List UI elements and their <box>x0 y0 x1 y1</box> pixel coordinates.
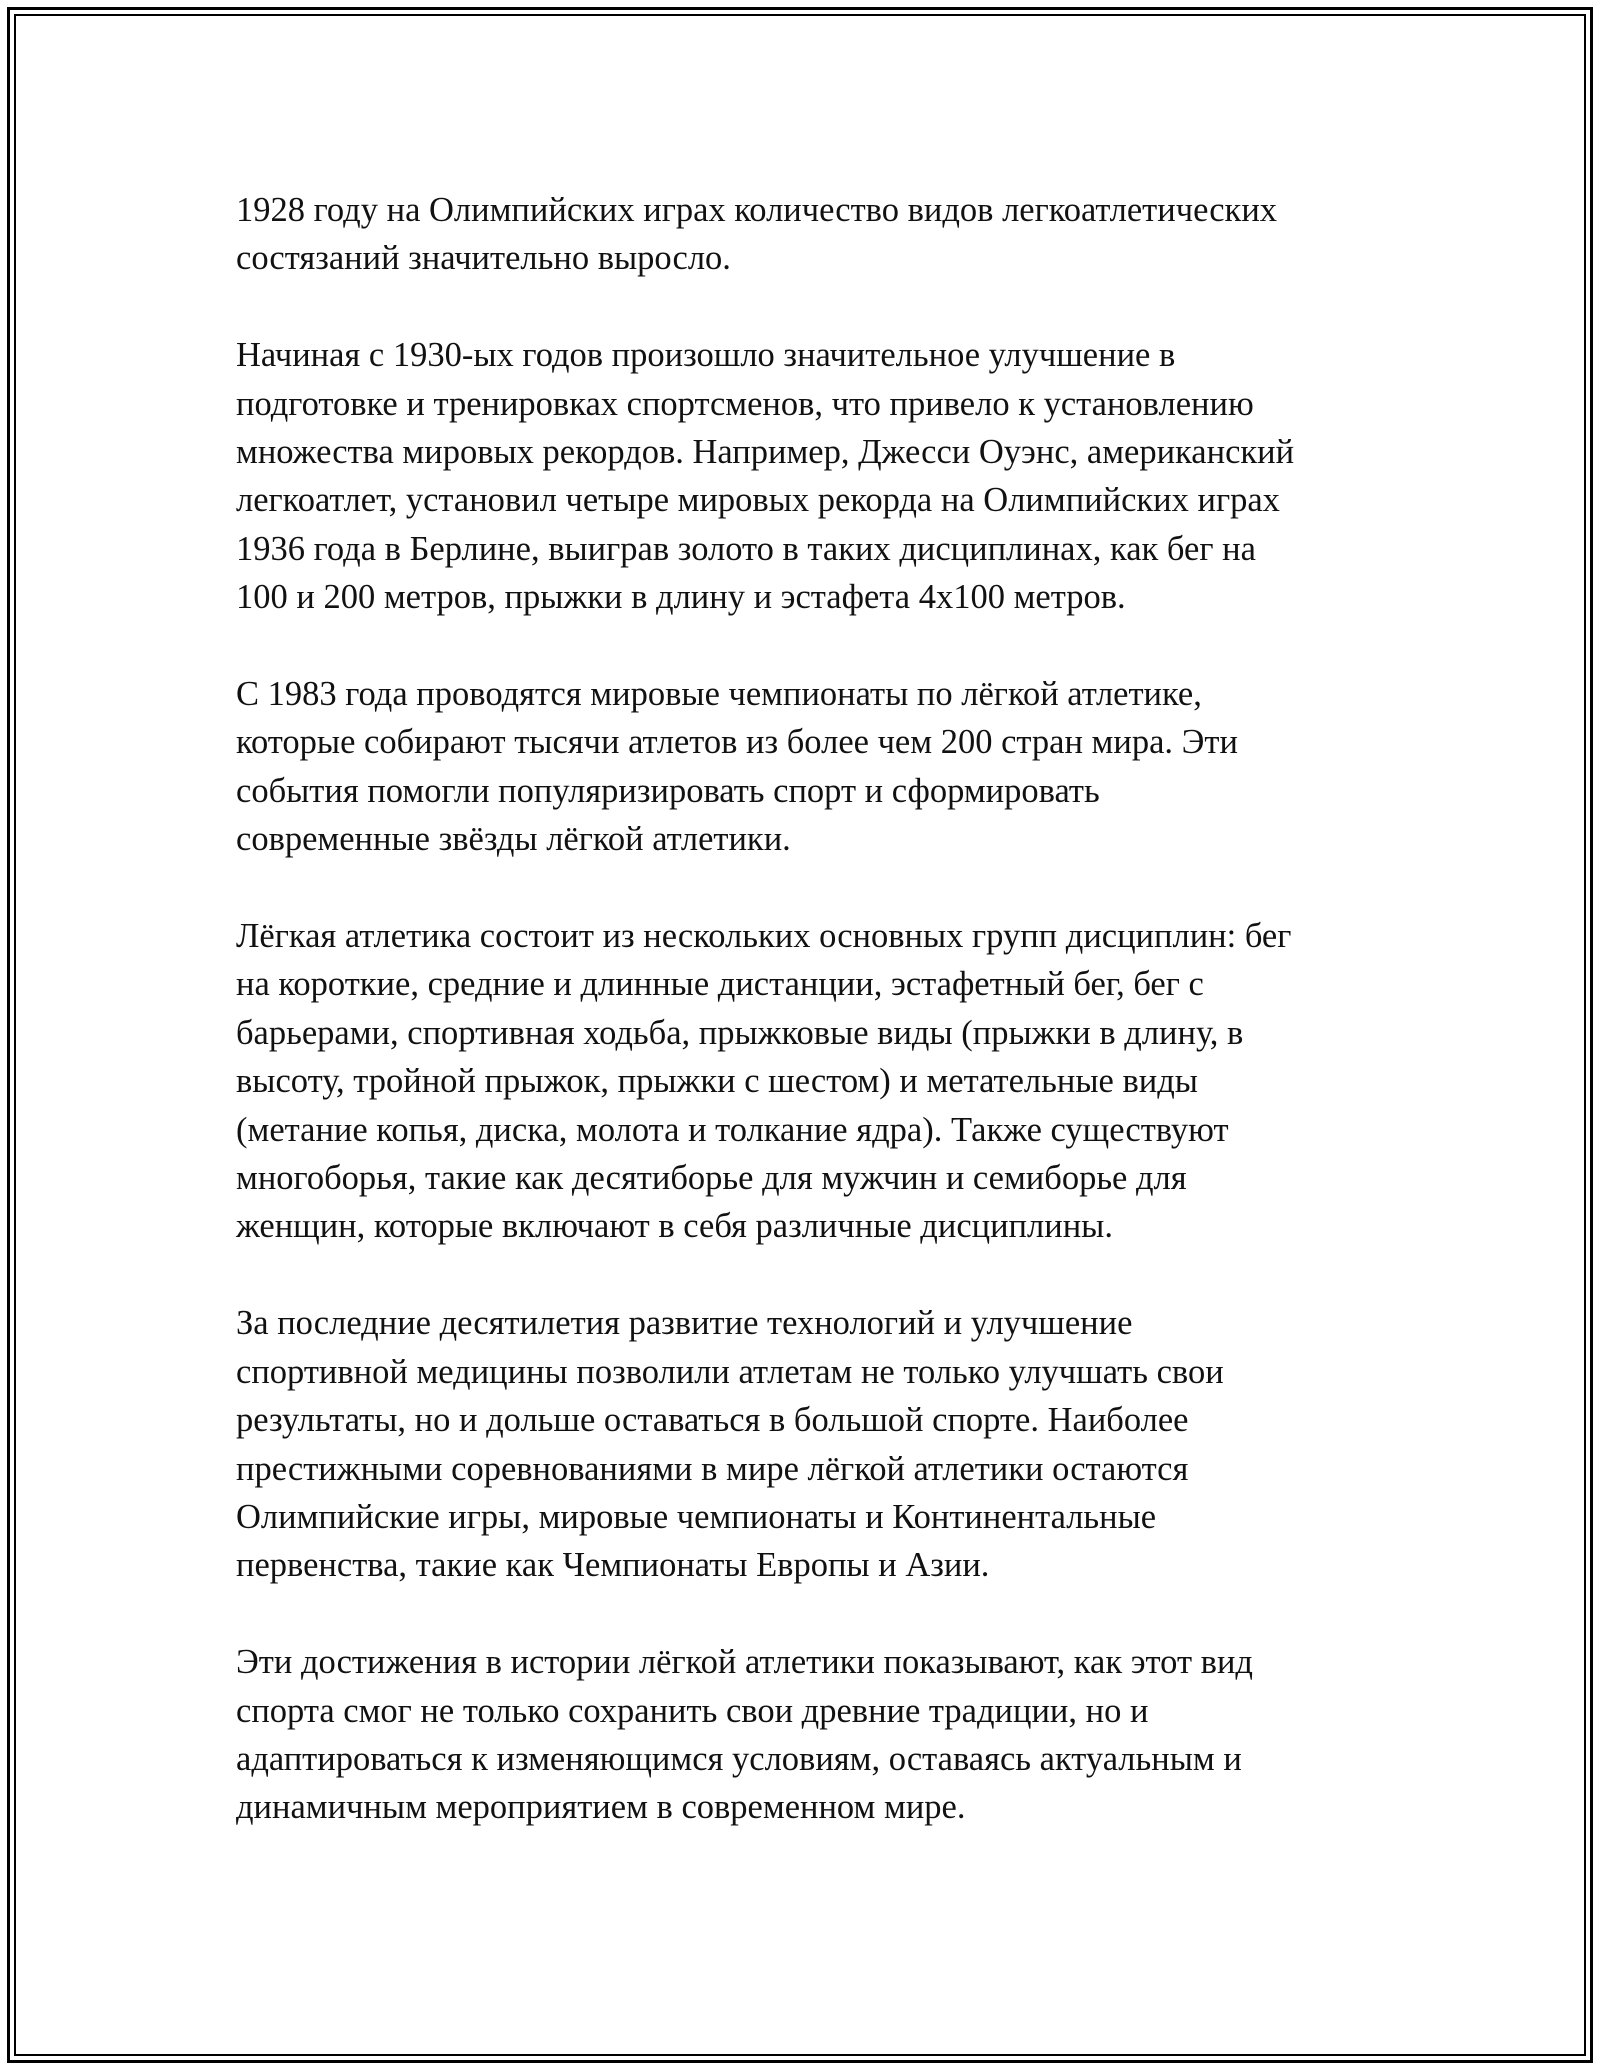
text-line: подготовке и тренировках спортсменов, что привело к установлению <box>236 384 1254 423</box>
text-line: на короткие, средние и длинные дистанции, эстафетный бег, бег с <box>236 965 1204 1004</box>
text-line: Эти достижения в истории лёгкой атлетики показывают, как этот вид <box>236 1643 1253 1682</box>
text-line: высоту, тройной прыжок, прыжки с шестом) и метательные виды <box>236 1062 1198 1101</box>
text-line: множества мировых рекордов. Например, Джесси Оуэнс, американский <box>236 433 1295 472</box>
paragraph-4 <box>236 912 1386 1251</box>
paragraph-6 <box>236 1638 1386 1832</box>
text-line: 100 и 200 метров, прыжки в длину и эстафета 4x100 метров. <box>236 578 1126 617</box>
text-line: результаты, но и дольше оставаться в большой спорте. Наиболее <box>236 1401 1189 1440</box>
text-line: современные звёзды лёгкой атлетики. <box>236 820 791 859</box>
text-line: 1936 года в Берлине, выиграв золото в таких дисциплинах, как бег на <box>236 529 1256 568</box>
text-line: Олимпийские игры, мировые чемпионаты и Континентальные <box>236 1497 1157 1536</box>
text-line: динамичным мероприятием в современном мире. <box>236 1788 966 1827</box>
text-line: Лёгкая атлетика состоит из нескольких основных групп дисциплин: бег <box>236 917 1292 956</box>
text-line: первенства, такие как Чемпионаты Европы и Азии. <box>236 1546 990 1585</box>
paragraph-3 <box>236 670 1386 864</box>
text-line: престижными соревнованиями в мире лёгкой атлетики остаются <box>236 1449 1189 1488</box>
paragraph-2 <box>236 331 1386 621</box>
paragraph-1 <box>236 186 1386 283</box>
text-line: Начиная с 1930-ых годов произошло значительное улучшение в <box>236 336 1176 375</box>
text-line: спортивной медицины позволили атлетам не только улучшать свои <box>236 1352 1224 1391</box>
text-line: барьерами, спортивная ходьба, прыжковые виды (прыжки в длину, в <box>236 1013 1244 1052</box>
text-line: женщин, которые включают в себя различные дисциплины. <box>236 1207 1113 1246</box>
paragraph-5 <box>236 1299 1386 1589</box>
text-line: которые собирают тысячи атлетов из более чем 200 стран мира. Эти <box>236 723 1238 762</box>
text-line: 1928 году на Олимпийских играх количество видов легкоатлетических <box>236 191 1278 229</box>
text-line: события помогли популяризировать спорт и сформировать <box>236 771 1100 810</box>
text-line: состязаний значительно выросло. <box>236 239 731 278</box>
text-line: многоборья, такие как десятиборье для мужчин и семиборье для <box>236 1159 1187 1198</box>
text-line: За последние десятилетия развитие технологий и улучшение <box>236 1304 1133 1343</box>
text-line: спорта смог не только сохранить свои древние традиции, но и <box>236 1691 1149 1730</box>
text-line: С 1983 года проводятся мировые чемпионаты по лёгкой атлетике, <box>236 675 1202 714</box>
text-line: легкоатлет, установил четыре мировых рекорда на Олимпийских играх <box>236 481 1280 520</box>
document-body <box>236 186 1386 1880</box>
text-line: адаптироваться к изменяющимся условиям, оставаясь актуальным и <box>236 1739 1242 1778</box>
text-line: (метание копья, диска, молота и толкание ядра). Также существуют <box>236 1110 1229 1149</box>
